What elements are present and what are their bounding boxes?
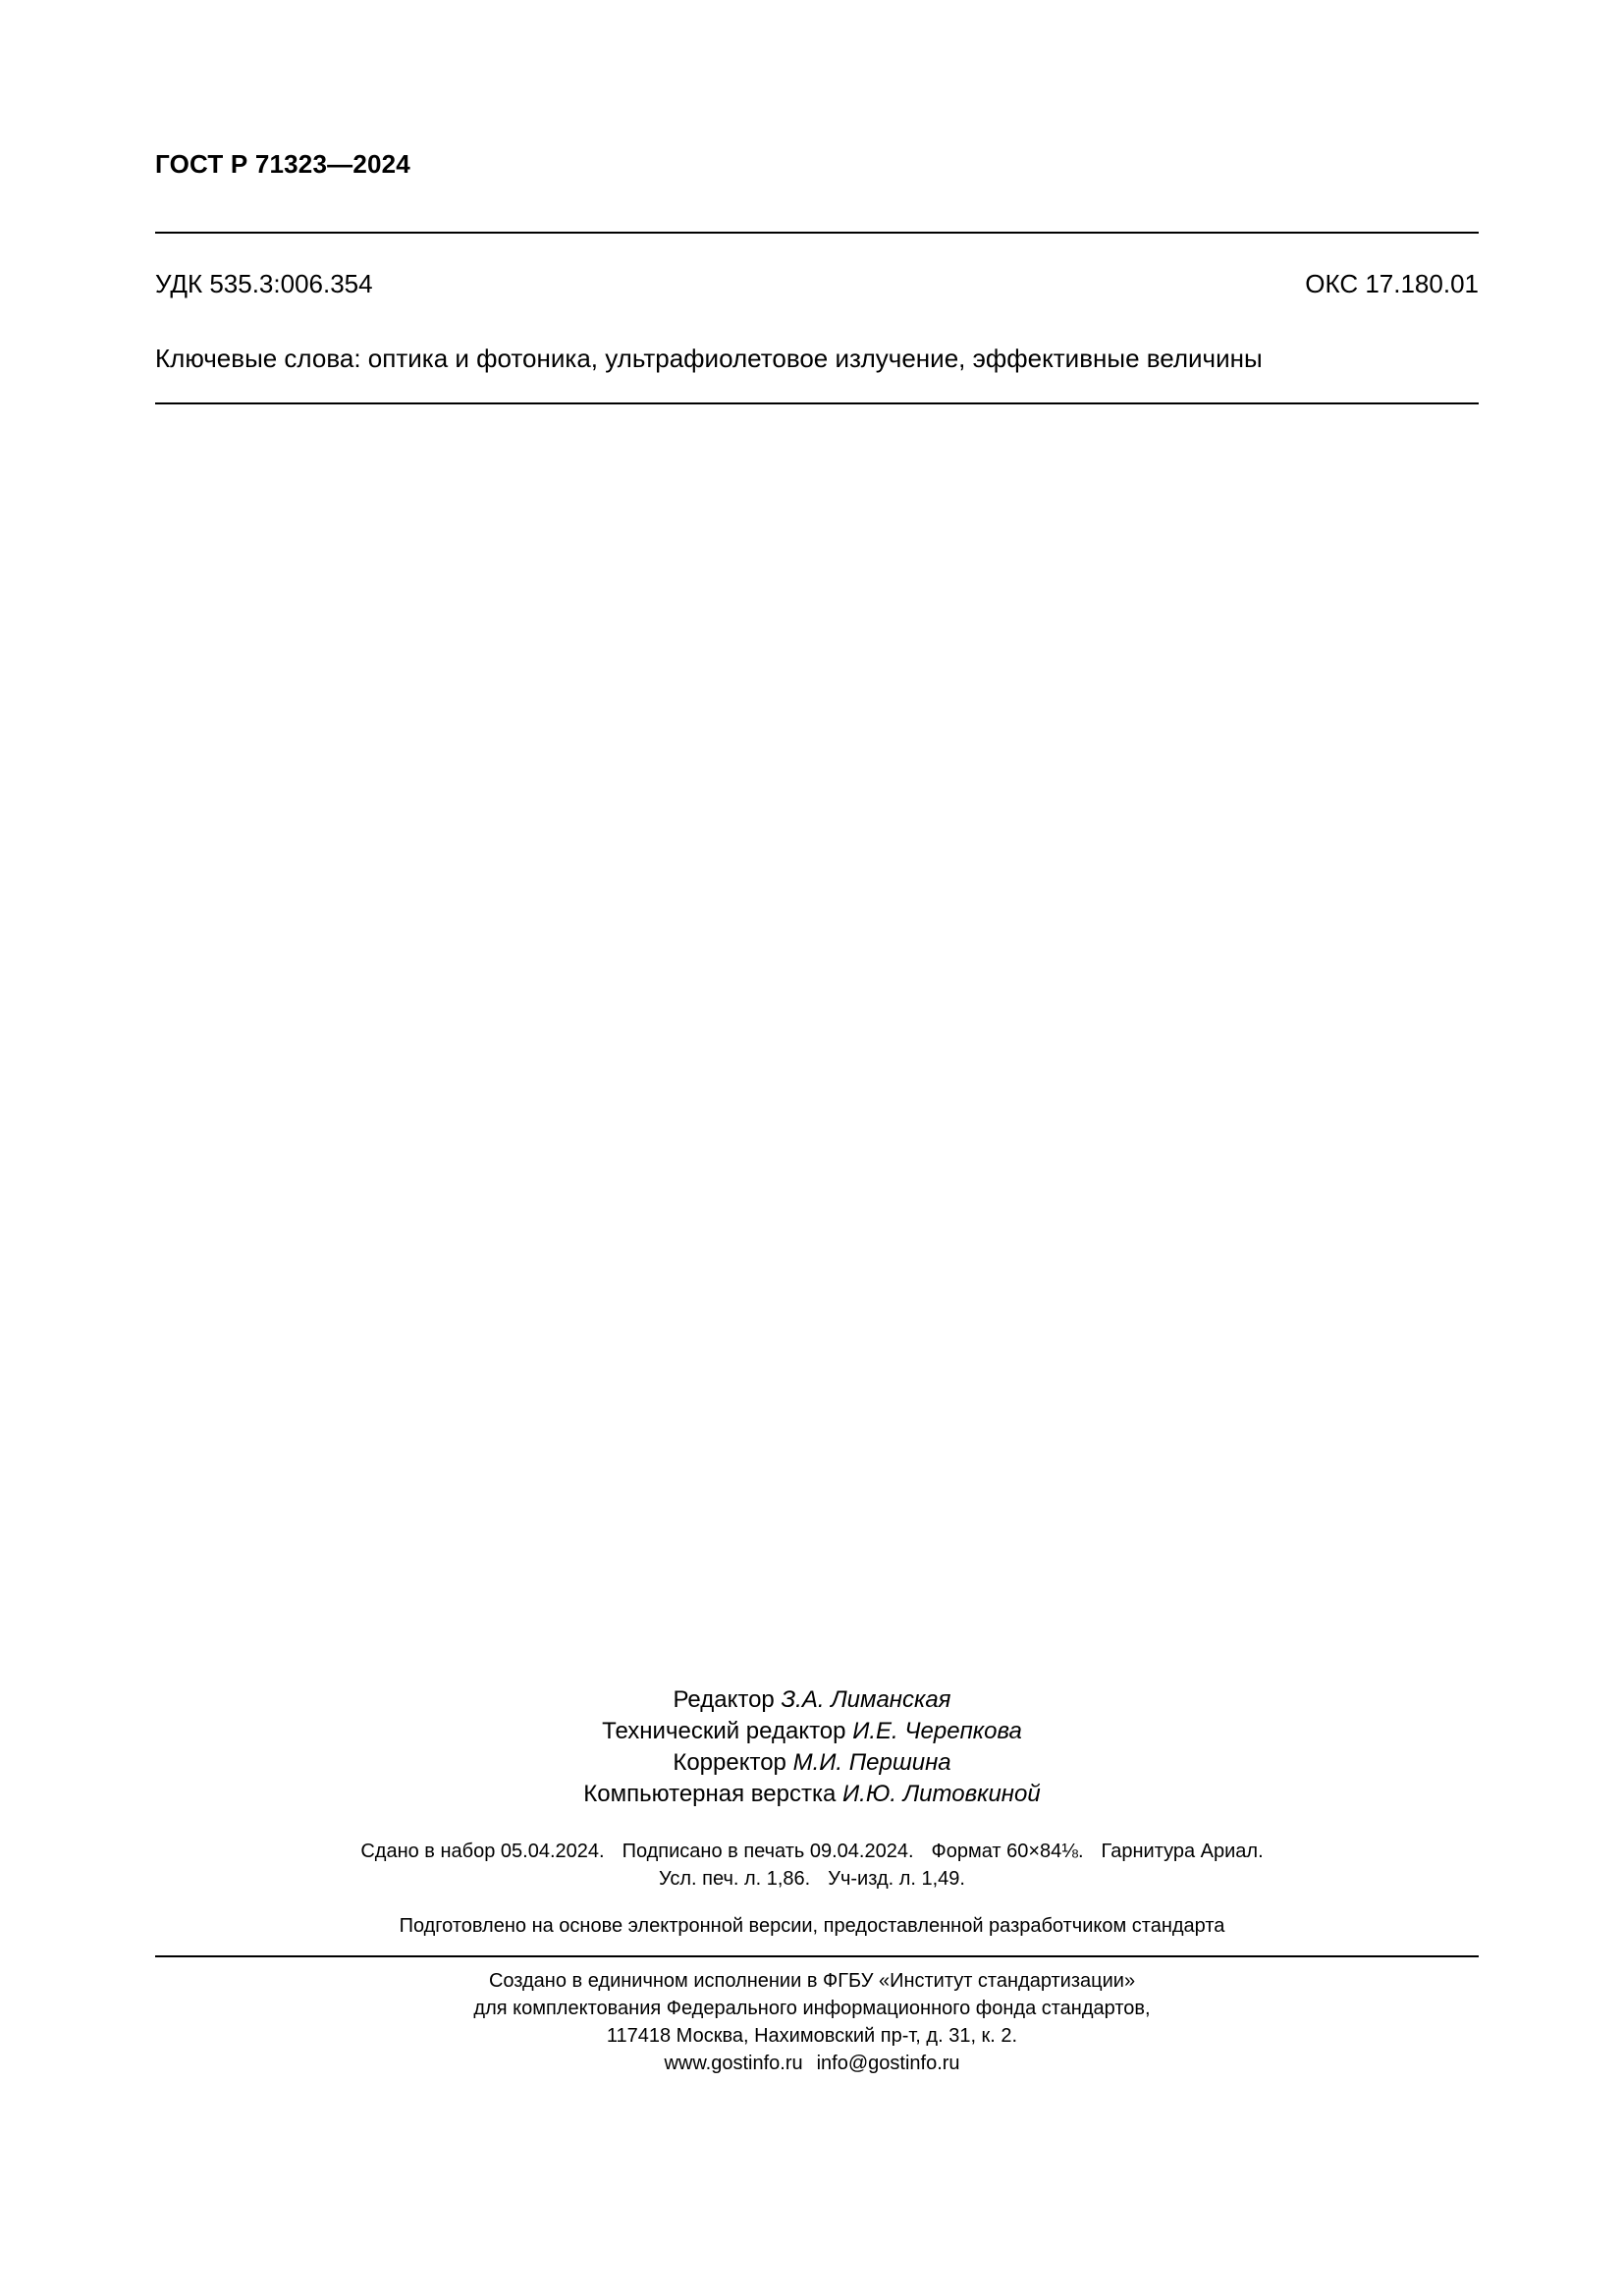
credit-name: М.И. Першина xyxy=(792,1749,951,1776)
credit-name: З.А. Лиманская xyxy=(781,1686,951,1713)
keywords-line: Ключевые слова: оптика и фотоника, ультрафиолетовое излучение, эффективные величины xyxy=(155,344,1263,373)
credit-role: Технический редактор xyxy=(602,1718,846,1744)
credit-layout xyxy=(0,1779,1624,1810)
print-info-line-2 xyxy=(0,1865,1624,1893)
signed-date: Подписано в печать 09.04.2024. xyxy=(622,1841,914,1862)
credit-tech-editor xyxy=(0,1716,1624,1747)
print-info xyxy=(0,1838,1624,1893)
submitted-date: Сдано в набор 05.04.2024. xyxy=(360,1841,605,1862)
publisher-line-1: Создано в единичном исполнении в ФГБУ «Институт стандартизации» xyxy=(488,1970,1136,1992)
publisher-line-2: для комплектования Федерального информационного фонда стандартов, xyxy=(473,1998,1151,2019)
bottom-divider xyxy=(155,1955,1479,1957)
credits-block xyxy=(0,1684,1624,1810)
credit-role: Редактор xyxy=(673,1686,775,1713)
prepared-note: Подготовлено на основе электронной версии, предоставленной разработчиком стандарта xyxy=(399,1915,1225,1937)
top-divider xyxy=(155,232,1479,234)
keywords-divider xyxy=(155,402,1479,404)
oks-code: ОКС 17.180.01 xyxy=(1305,269,1479,298)
publisher-block xyxy=(0,1967,1624,2077)
credit-name: И.Ю. Литовкиной xyxy=(842,1781,1041,1807)
credit-role: Корректор xyxy=(673,1749,786,1776)
paper-format: Формат 60×84⅛. xyxy=(931,1841,1084,1862)
credit-editor xyxy=(0,1684,1624,1716)
credit-name: И.Е. Черепкова xyxy=(852,1718,1022,1744)
website-link[interactable]: www.gostinfo.ru xyxy=(664,2053,803,2074)
credit-proofreader xyxy=(0,1747,1624,1779)
udk-code: УДК 535.3:006.354 xyxy=(155,269,373,298)
publisher-contacts xyxy=(0,2050,1624,2077)
print-sheets: Усл. печ. л. 1,86. xyxy=(659,1868,811,1890)
credit-role: Компьютерная верстка xyxy=(583,1781,837,1807)
email-link[interactable]: info@gostinfo.ru xyxy=(816,2053,960,2074)
print-info-line-1 xyxy=(0,1838,1624,1865)
document-code: ГОСТ Р 71323—2024 xyxy=(155,149,410,179)
typeface: Гарнитура Ариал. xyxy=(1101,1841,1264,1862)
publisher-address: 117418 Москва, Нахимовский пр-т, д. 31, к. 2. xyxy=(606,2025,1018,2047)
publication-sheets: Уч-изд. л. 1,49. xyxy=(828,1868,965,1890)
